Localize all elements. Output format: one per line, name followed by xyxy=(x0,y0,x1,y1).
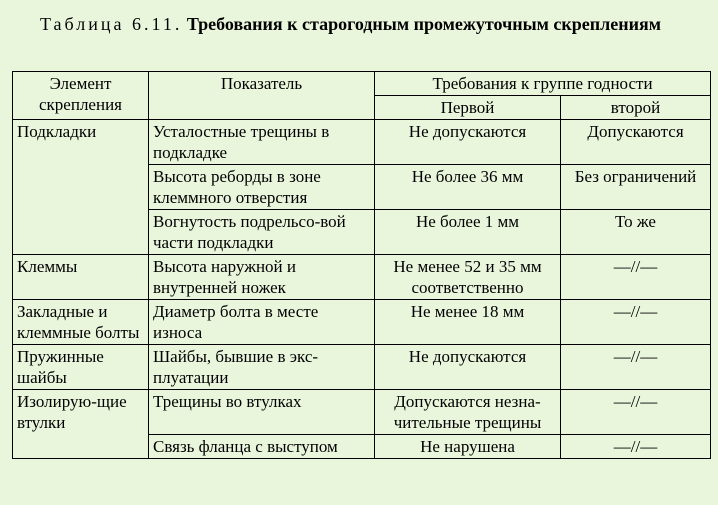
table-caption xyxy=(40,12,700,36)
cell-second: —//— xyxy=(561,255,711,300)
header-element: Элемент скрепления xyxy=(13,72,149,120)
cell-second: —//— xyxy=(561,300,711,345)
header-requirements: Требования к группе годности xyxy=(375,72,711,96)
cell-element: Подкладки xyxy=(13,120,149,255)
cell-indicator: Высота реборды в зоне клеммного отверстия xyxy=(149,165,375,210)
cell-indicator: Связь фланца с выступом xyxy=(149,435,375,459)
cell-first: Не допускаются xyxy=(375,120,561,165)
cell-element: Пружинные шайбы xyxy=(13,345,149,390)
table-row xyxy=(13,390,711,435)
requirements-table xyxy=(12,71,711,459)
cell-element: Клеммы xyxy=(13,255,149,300)
cell-second: Допускаются xyxy=(561,120,711,165)
cell-element: Закладные и клеммные болты xyxy=(13,300,149,345)
cell-first: Не менее 18 мм xyxy=(375,300,561,345)
cell-indicator: Трещины во втулках xyxy=(149,390,375,435)
cell-second: —//— xyxy=(561,390,711,435)
cell-first: Не нарушена xyxy=(375,435,561,459)
cell-indicator: Высота наружной и внутренней ножек xyxy=(149,255,375,300)
table-row xyxy=(13,345,711,390)
table-row xyxy=(13,255,711,300)
header-indicator: Показатель xyxy=(149,72,375,120)
cell-indicator: Вогнутость подрельсо-вой части подкладки xyxy=(149,210,375,255)
cell-first: Не более 36 мм xyxy=(375,165,561,210)
header-row xyxy=(13,72,711,96)
cell-first: Не допускаются xyxy=(375,345,561,390)
header-second: второй xyxy=(561,96,711,120)
cell-second: Без ограничений xyxy=(561,165,711,210)
cell-first: Допускаются незна-чительные трещины xyxy=(375,390,561,435)
cell-first: Не менее 52 и 35 мм соответственно xyxy=(375,255,561,300)
cell-element: Изолирую-щие втулки xyxy=(13,390,149,459)
caption-label: Таблица 6.11. xyxy=(40,14,183,34)
table-row xyxy=(13,300,711,345)
cell-second: То же xyxy=(561,210,711,255)
cell-second: —//— xyxy=(561,435,711,459)
cell-indicator: Усталостные трещины в подкладке xyxy=(149,120,375,165)
caption-title: Требования к старогодным промежуточным скреплениям xyxy=(186,14,661,34)
header-first: Первой xyxy=(375,96,561,120)
table-row xyxy=(13,120,711,165)
cell-first: Не более 1 мм xyxy=(375,210,561,255)
cell-indicator: Диаметр болта в месте износа xyxy=(149,300,375,345)
cell-second: —//— xyxy=(561,345,711,390)
cell-indicator: Шайбы, бывшие в экс-плуатации xyxy=(149,345,375,390)
